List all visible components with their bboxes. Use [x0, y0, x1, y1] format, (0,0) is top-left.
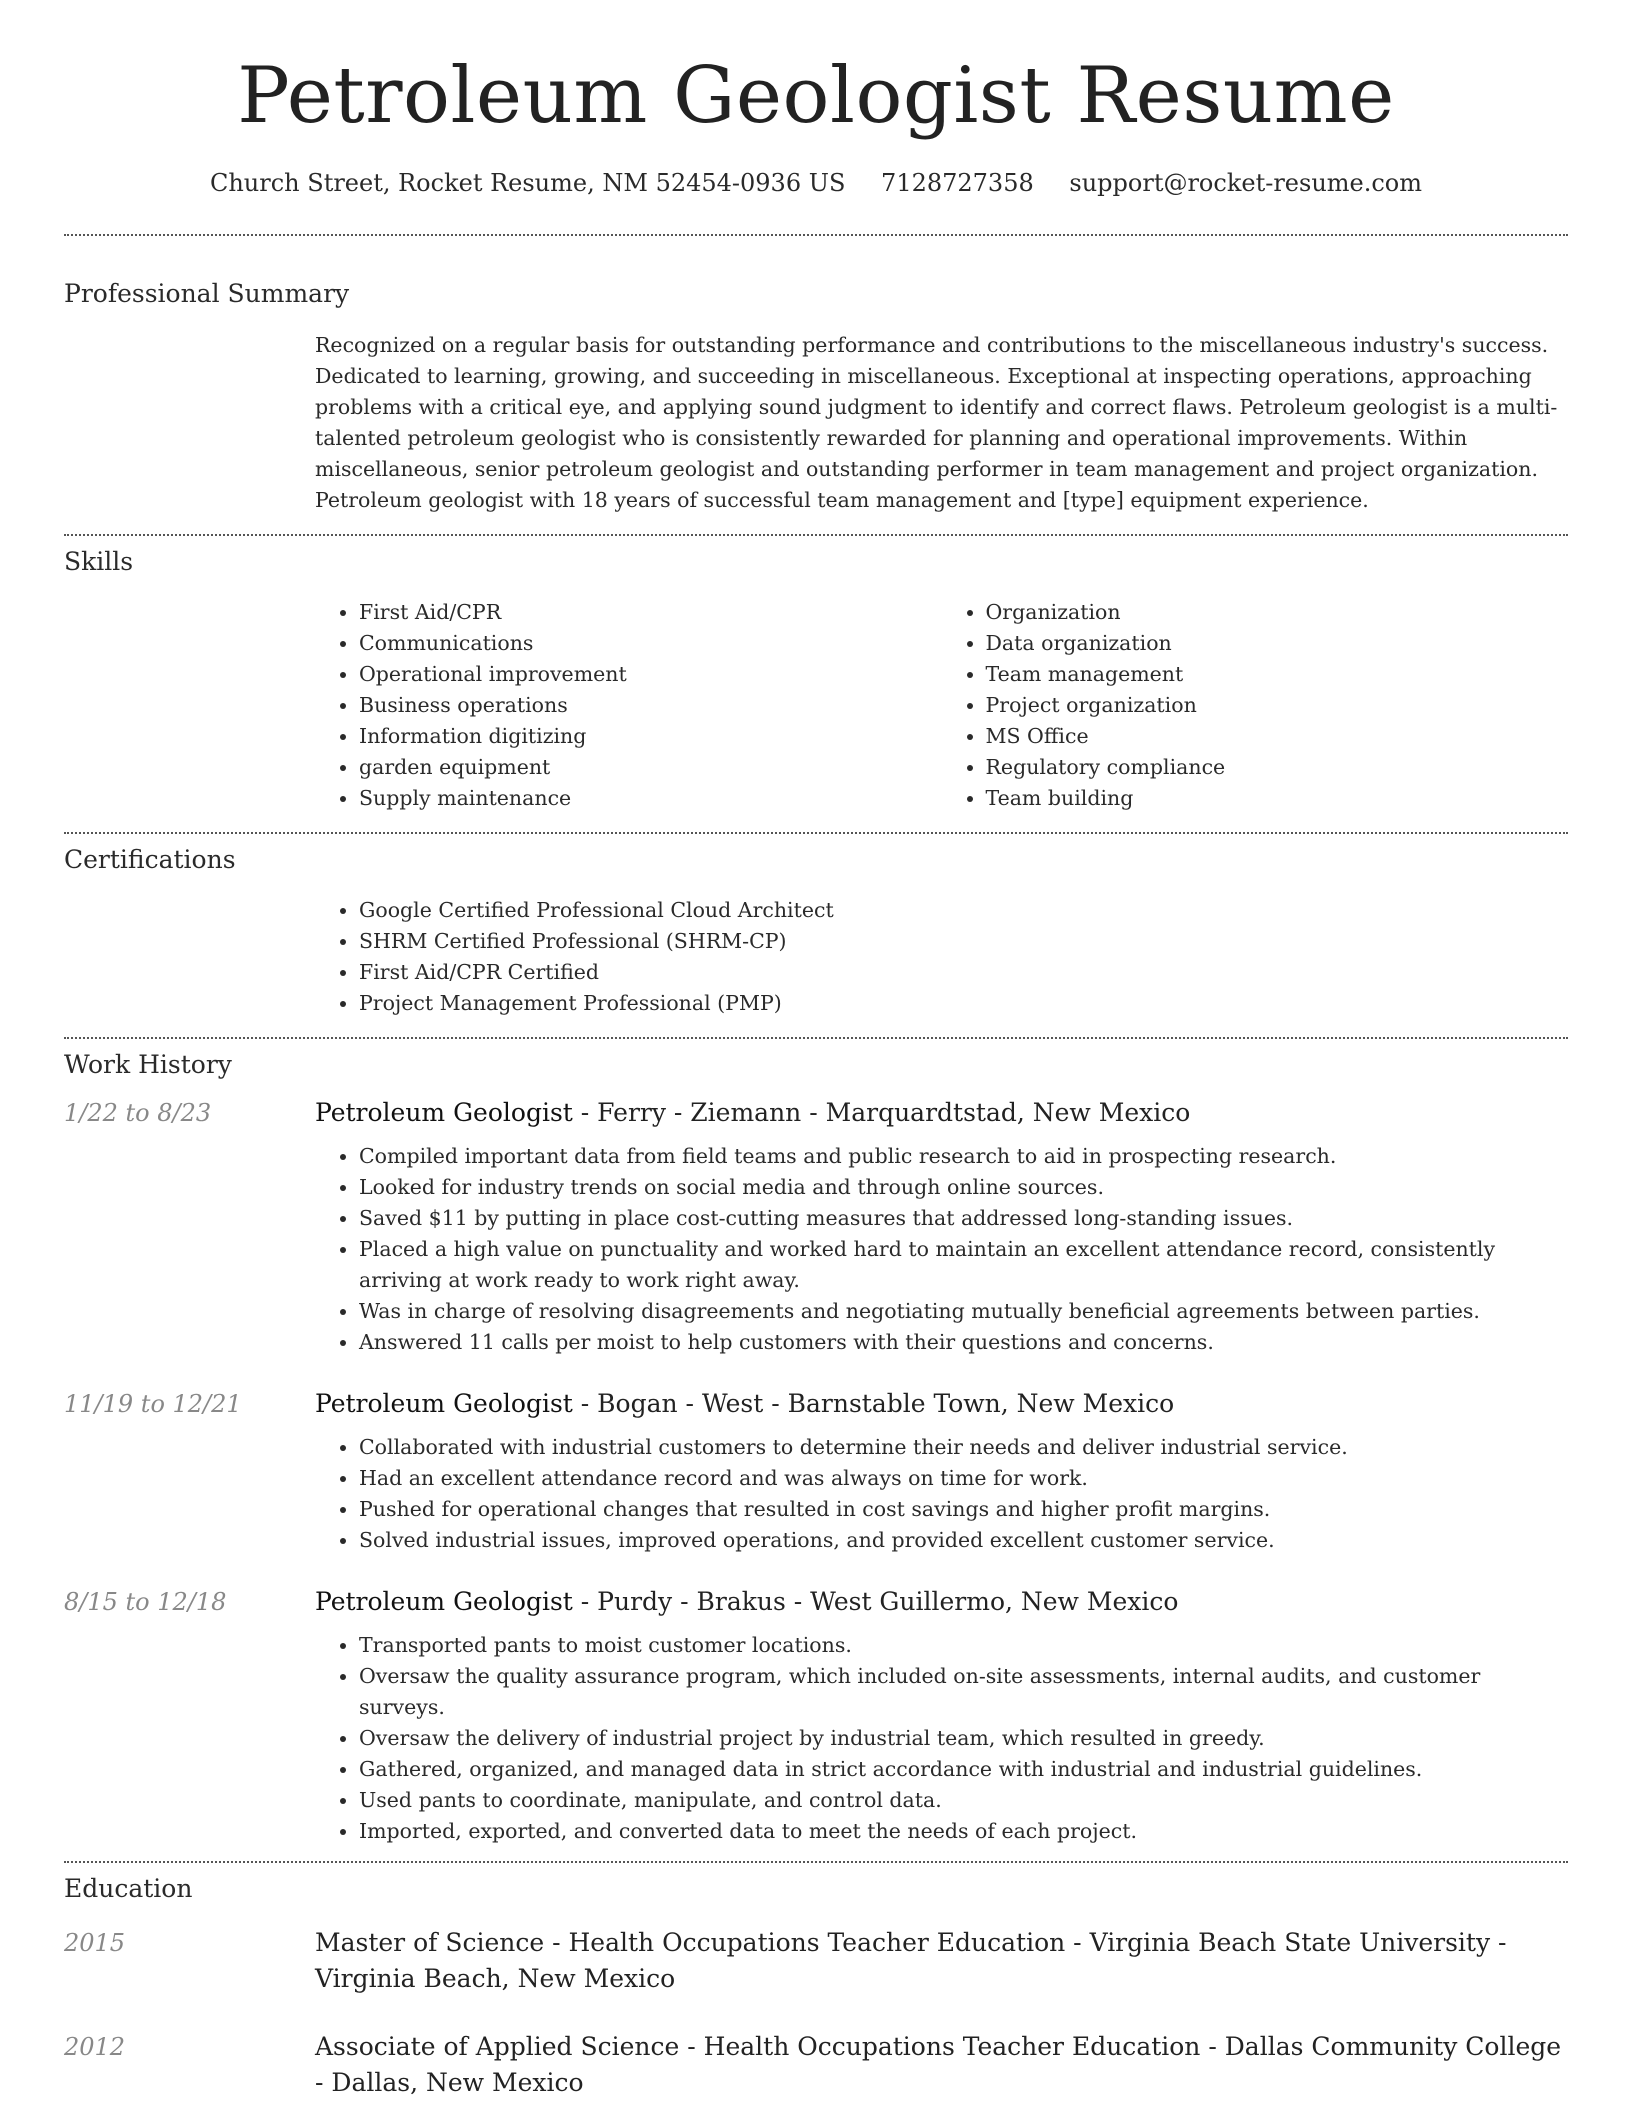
list-item: • Information digitizing — [359, 721, 942, 752]
list-item: • SHRM Certified Professional (SHRM-CP) — [359, 926, 1568, 957]
list-item: • First Aid/CPR Certified — [359, 957, 1568, 988]
page-title: Petroleum Geologist Resume — [237, 51, 1395, 141]
divider — [64, 1037, 1568, 1039]
summary-text: Recognized on a regular basis for outstanding performance and contributions to the miscellaneous industry's success. Dedicated to learning, growing, and succeeding in miscellaneous. Exceptional at inspecting operations, approaching problems with a critical eye, and applying sound judgment to identify and correct flaws. Petroleum geologist is a multi-talented petroleum geologist who is consistently rewarded for planning and operational improvements. Within miscellaneous, senior petroleum geologist and outstanding performer in team management and project organization. Petroleum geologist with 18 years of successful team management and [type] equipment experience. — [315, 333, 1558, 512]
list-item: • Oversaw the quality assurance program, which included on-site assessments, internal audits, and customer surveys. — [359, 1661, 1568, 1723]
education-degree: Associate of Applied Science - Health Occupations Teacher Education — [315, 2032, 1201, 2061]
job-header — [64, 1584, 1568, 1620]
education-school: - Dallas Community College - Dallas, New Mexico — [315, 2032, 1562, 2097]
resume-page — [64, 0, 1568, 2101]
section-title-certifications: Certifications — [64, 845, 236, 874]
job-title — [315, 1386, 1568, 1422]
job-bullets — [315, 1630, 1568, 1847]
list-item: • Gathered, organized, and managed data in strict accordance with industrial and industrial guidelines. — [359, 1754, 1568, 1785]
list-item: • Used pants to coordinate, manipulate, and control data. — [359, 1785, 1568, 1816]
job-employer: - Ferry - Ziemann - Marquardtstad, New Mexico — [572, 1098, 1191, 1127]
education-year: 2012 — [64, 2033, 126, 2061]
list-item: • Project Management Professional (PMP) — [359, 988, 1568, 1019]
divider — [64, 832, 1568, 834]
job-role: Petroleum Geologist — [315, 1389, 573, 1418]
education-title — [315, 2029, 1568, 2101]
list-item: • Data organization — [986, 628, 1569, 659]
list-item: • Project organization — [986, 690, 1569, 721]
list-item: • Supply maintenance — [359, 783, 942, 814]
skills-column-right — [942, 597, 1569, 814]
job-header — [64, 1386, 1568, 1422]
education-year: 2015 — [64, 1929, 126, 1957]
list-item: • Communications — [359, 628, 942, 659]
contact-email: support@rocket-resume.com — [1069, 169, 1423, 197]
list-item: • Oversaw the delivery of industrial project by industrial team, which resulted in greedy. — [359, 1723, 1568, 1754]
section-title-work-history: Work History — [64, 1050, 232, 1079]
list-item: • Placed a high value on punctuality and worked hard to maintain an excellent attendance record, consistently arriving at work ready to work right away. — [359, 1234, 1568, 1296]
list-item: • Saved $11 by putting in place cost-cutting measures that addressed long-standing issues. — [359, 1203, 1568, 1234]
job-bullets — [315, 1141, 1568, 1358]
list-item: • Google Certified Professional Cloud Architect — [359, 895, 1568, 926]
list-item: • Collaborated with industrial customers to determine their needs and deliver industrial service. — [359, 1432, 1568, 1463]
education-degree: Master of Science - Health Occupations Teacher Education — [315, 1928, 1066, 1957]
list-item: • Business operations — [359, 690, 942, 721]
job-title — [315, 1095, 1568, 1131]
job-bullets — [315, 1432, 1568, 1556]
section-title-summary: Professional Summary — [64, 279, 350, 308]
education-entry — [64, 2029, 1568, 2101]
list-item: • MS Office — [986, 721, 1569, 752]
divider — [64, 1861, 1568, 1863]
list-item: • garden equipment — [359, 752, 942, 783]
list-item: • Organization — [986, 597, 1569, 628]
certifications-list — [315, 895, 1568, 1019]
skills-column-left — [315, 597, 942, 814]
list-item: • Was in charge of resolving disagreements and negotiating mutually beneficial agreements between parties. — [359, 1296, 1568, 1327]
job-role: Petroleum Geologist — [315, 1098, 573, 1127]
list-item: • Pushed for operational changes that resulted in cost savings and higher profit margins. — [359, 1494, 1568, 1525]
job-dates: 8/15 to 12/18 — [64, 1588, 227, 1616]
list-item: • Compiled important data from field teams and public research to aid in prospecting research. — [359, 1141, 1568, 1172]
list-item: • Regulatory compliance — [986, 752, 1569, 783]
job-dates: 1/22 to 8/23 — [64, 1099, 212, 1127]
job-title — [315, 1584, 1568, 1620]
contact-phone: 7128727358 — [881, 169, 1034, 197]
list-item: • Operational improvement — [359, 659, 942, 690]
list-item: • Had an excellent attendance record and was always on time for work. — [359, 1463, 1568, 1494]
list-item: • Answered 11 calls per moist to help customers with their questions and concerns. — [359, 1327, 1568, 1358]
list-item: • Solved industrial issues, improved operations, and provided excellent customer service. — [359, 1525, 1568, 1556]
list-item: • Imported, exported, and converted data to meet the needs of each project. — [359, 1816, 1568, 1847]
list-item: • Looked for industry trends on social media and through online sources. — [359, 1172, 1568, 1203]
job-entry — [64, 1386, 1568, 1556]
education-school: - Virginia Beach State University - Virginia Beach, New Mexico — [315, 1928, 1507, 1993]
contact-line — [64, 168, 1568, 198]
divider — [64, 234, 1568, 236]
education-title — [315, 1925, 1568, 1997]
job-employer: - Purdy - Brakus - West Guillermo, New Mexico — [572, 1587, 1179, 1616]
job-dates: 11/19 to 12/21 — [64, 1390, 242, 1418]
list-item: • Team building — [986, 783, 1569, 814]
job-header — [64, 1095, 1568, 1131]
divider — [64, 534, 1568, 536]
section-title-skills: Skills — [64, 547, 134, 576]
job-role: Petroleum Geologist — [315, 1587, 573, 1616]
skills-list — [315, 597, 1568, 814]
job-entry — [64, 1584, 1568, 1847]
job-employer: - Bogan - West - Barnstable Town, New Mexico — [572, 1389, 1175, 1418]
list-item: • Team management — [986, 659, 1569, 690]
list-item: • First Aid/CPR — [359, 597, 942, 628]
section-title-education: Education — [64, 1874, 193, 1903]
job-entry — [64, 1095, 1568, 1358]
list-item: • Transported pants to moist customer locations. — [359, 1630, 1568, 1661]
education-entry — [64, 1925, 1568, 1997]
contact-address: Church Street, Rocket Resume, NM 52454-0936 US — [209, 169, 846, 197]
